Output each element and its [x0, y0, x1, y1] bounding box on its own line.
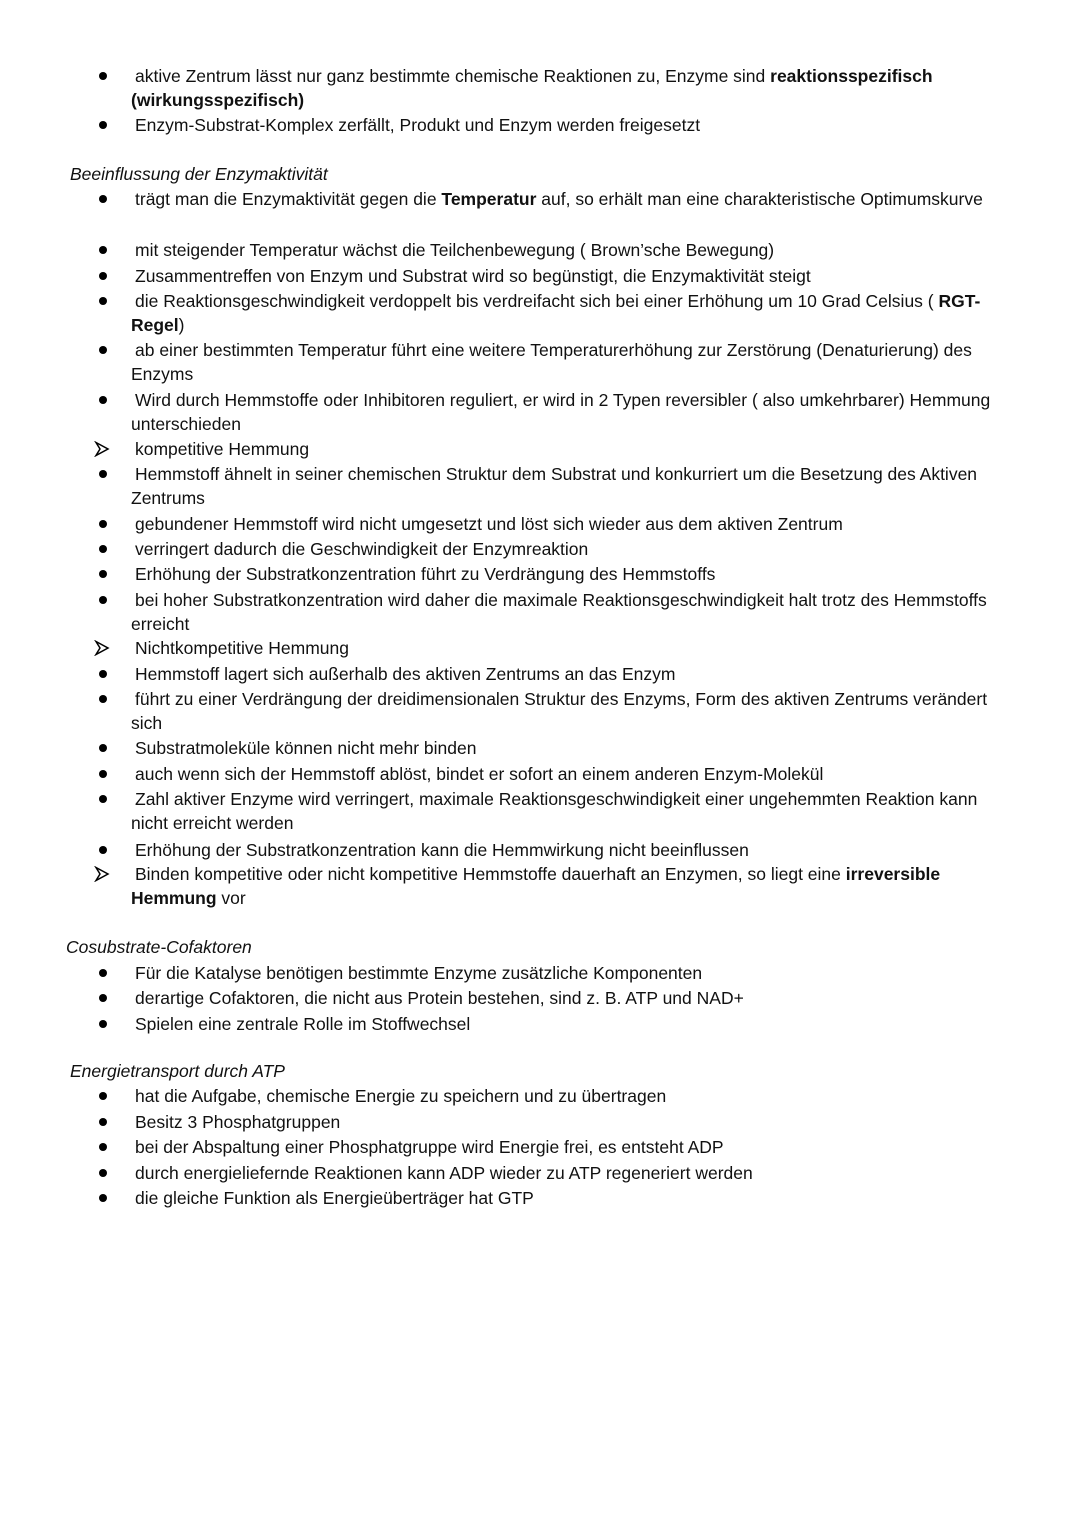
bullet-dot-icon — [99, 195, 107, 203]
text-run: trägt man die Enzymaktivität gegen die — [135, 189, 442, 209]
section-heading: Beeinflussung der Enzymaktivität — [70, 164, 328, 184]
bold-text-run: RGT-Regel — [131, 291, 981, 335]
text-run: gebundener Hemmstoff wird nicht umgesetzt und löst sich wieder aus dem aktiven Zentrum — [135, 514, 843, 534]
bold-text-run: reaktionsspezifisch (wirkungsspezifisch) — [131, 66, 933, 110]
section-heading: Cosubstrate-Cofaktoren — [66, 937, 252, 957]
list-item-text — [131, 338, 1016, 386]
text-run: durch energieliefernde Reaktionen kann ADP wieder zu ATP regeneriert werden — [135, 1163, 753, 1183]
text-run: Wird durch Hemmstoffe oder Inhibitoren reguliert, er wird in 2 Typen reversibler ( also umkehrbarer) Hemmung unterschieden — [131, 390, 991, 434]
bullet-dot-icon — [99, 770, 107, 778]
list-item-text — [131, 562, 1016, 586]
list-item-text — [131, 838, 1016, 862]
text-run: Besitz 3 Phosphatgruppen — [135, 1112, 341, 1132]
list-item-text — [131, 462, 1016, 510]
bold-text-run: Temperatur — [441, 189, 537, 209]
text-run: auf, so erhält man eine charakteristische Optimumskurve — [536, 189, 983, 209]
list-item-text — [131, 862, 1016, 910]
arrowhead-bullet-icon — [94, 640, 110, 656]
text-run: Enzym-Substrat-Komplex zerfällt, Produkt und Enzym werden freigesetzt — [135, 115, 701, 135]
bullet-dot-icon — [99, 670, 107, 678]
list-item-text — [131, 238, 1016, 262]
list-item-text — [131, 1161, 1016, 1185]
text-run: bei der Abspaltung einer Phosphatgruppe wird Energie frei, es entsteht ADP — [135, 1137, 724, 1157]
text-run: die gleiche Funktion als Energieüberträger hat GTP — [135, 1188, 534, 1208]
list-item-text — [131, 1135, 1016, 1159]
list-item-text — [131, 736, 1016, 760]
text-run: die Reaktionsgeschwindigkeit verdoppelt bis verdreifacht sich bei einer Erhöhung um 10 Grad Celsius ( — [135, 291, 939, 311]
text-run: Hemmstoff ähnelt in seiner chemischen Struktur dem Substrat und konkurriert um die Besetzung des Aktiven Zentrums — [131, 464, 978, 508]
bullet-dot-icon — [99, 969, 107, 977]
list-item-text — [131, 264, 1016, 288]
list-item-text — [131, 1084, 1016, 1108]
text-run: auch wenn sich der Hemmstoff ablöst, bindet er sofort an einem anderen Enzym-Molekül — [135, 764, 824, 784]
text-run: Zahl aktiver Enzyme wird verringert, maximale Reaktionsgeschwindigkeit einer ungehemmten Reaktion kann nicht erreicht werden — [131, 789, 978, 833]
bold-text-run: irreversible Hemmung — [131, 864, 941, 908]
list-item-text — [131, 512, 1016, 536]
text-run: Zusammentreffen von Enzym und Substrat wird so begünstigt, die Enzymaktivität steigt — [135, 266, 811, 286]
bullet-dot-icon — [99, 520, 107, 528]
list-item-text — [131, 787, 1016, 835]
list-item-text — [131, 64, 1016, 112]
bullet-dot-icon — [99, 1143, 107, 1151]
bullet-dot-icon — [99, 297, 107, 305]
bullet-dot-icon — [99, 846, 107, 854]
text-run: aktive Zentrum lässt nur ganz bestimmte chemische Reaktionen zu, Enzyme sind — [135, 66, 771, 86]
bullet-dot-icon — [99, 570, 107, 578]
bullet-dot-icon — [99, 272, 107, 280]
bullet-dot-icon — [99, 121, 107, 129]
list-item-text — [131, 437, 1016, 461]
list-item-text — [131, 588, 1016, 636]
text-run: ab einer bestimmten Temperatur führt eine weitere Temperaturerhöhung zur Zerstörung (Denaturierung) des Enzyms — [131, 340, 972, 384]
bullet-dot-icon — [99, 596, 107, 604]
arrowhead-bullet-icon — [94, 866, 110, 882]
bullet-dot-icon — [99, 246, 107, 254]
text-run: Spielen eine zentrale Rolle im Stoffwechsel — [135, 1014, 471, 1034]
bullet-dot-icon — [99, 1194, 107, 1202]
list-item-text — [131, 1110, 1016, 1134]
text-run: kompetitive Hemmung — [135, 439, 310, 459]
text-run: Erhöhung der Substratkonzentration führt zu Verdrängung des Hemmstoffs — [135, 564, 716, 584]
list-item-text — [131, 687, 1016, 735]
list-item-text — [131, 289, 1016, 337]
list-item-text — [131, 1012, 1016, 1036]
text-run: vor — [216, 888, 246, 908]
bullet-dot-icon — [99, 1020, 107, 1028]
bullet-dot-icon — [99, 1169, 107, 1177]
section-heading: Energietransport durch ATP — [70, 1061, 285, 1081]
text-run: Hemmstoff lagert sich außerhalb des aktiven Zentrums an das Enzym — [135, 664, 676, 684]
text-run: Substratmoleküle können nicht mehr binden — [135, 738, 477, 758]
bullet-dot-icon — [99, 470, 107, 478]
bullet-dot-icon — [99, 994, 107, 1002]
list-item-text — [131, 636, 1016, 660]
text-run: ) — [178, 315, 185, 335]
list-item-text — [131, 961, 1016, 985]
bullet-dot-icon — [99, 346, 107, 354]
bullet-dot-icon — [99, 695, 107, 703]
bullet-dot-icon — [99, 744, 107, 752]
text-run: Binden kompetitive oder nicht kompetitive Hemmstoffe dauerhaft an Enzymen, so liegt eine — [135, 864, 846, 884]
list-item-text — [131, 762, 1016, 786]
text-run: verringert dadurch die Geschwindigkeit der Enzymreaktion — [135, 539, 589, 559]
list-item-text — [131, 1186, 1016, 1210]
bullet-dot-icon — [99, 1118, 107, 1126]
text-run: Erhöhung der Substratkonzentration kann die Hemmwirkung nicht beeinflussen — [135, 840, 749, 860]
text-run: bei hoher Substratkonzentration wird daher die maximale Reaktionsgeschwindigkeit halt trotz des Hemmstoffs erreicht — [131, 590, 987, 634]
text-run: Für die Katalyse benötigen bestimmte Enzyme zusätzliche Komponenten — [135, 963, 703, 983]
list-item-text — [131, 662, 1016, 686]
bullet-dot-icon — [99, 396, 107, 404]
list-item-text — [131, 187, 1016, 211]
arrowhead-bullet-icon — [94, 441, 110, 457]
text-run: führt zu einer Verdrängung der dreidimensionalen Struktur des Enzyms, Form des aktiven Zentrums verändert sich — [131, 689, 988, 733]
text-run: mit steigender Temperatur wächst die Teilchenbewegung ( Brown’sche Bewegung) — [135, 240, 775, 260]
bullet-dot-icon — [99, 1092, 107, 1100]
text-run: Nichtkompetitive Hemmung — [135, 638, 349, 658]
text-run: hat die Aufgabe, chemische Energie zu speichern und zu übertragen — [135, 1086, 667, 1106]
list-item-text — [131, 986, 1016, 1010]
text-run: derartige Cofaktoren, die nicht aus Protein bestehen, sind z. B. ATP und NAD+ — [135, 988, 744, 1008]
bullet-dot-icon — [99, 545, 107, 553]
list-item-text — [131, 113, 1016, 137]
bullet-dot-icon — [99, 72, 107, 80]
bullet-dot-icon — [99, 795, 107, 803]
list-item-text — [131, 388, 1016, 436]
list-item-text — [131, 537, 1016, 561]
